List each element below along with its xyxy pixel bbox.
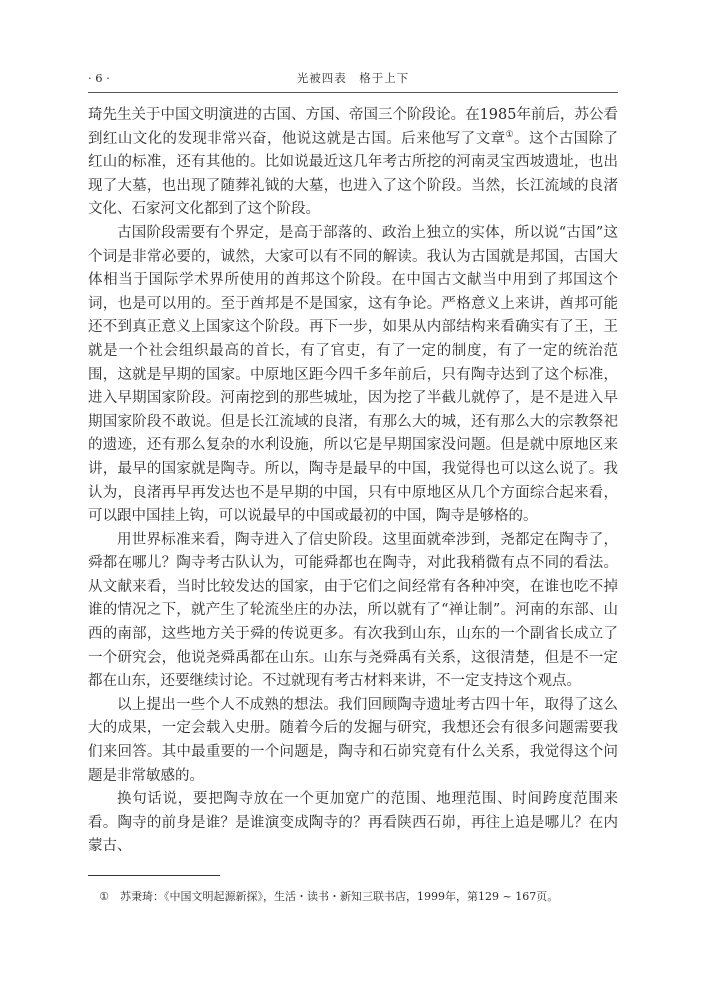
footnote-marker: ① xyxy=(99,890,109,903)
paragraph-3: 用世界标准来看，陶寺进入了信史阶段。这里面就牵涉到，尧都定在陶寺了，舜都在哪儿？陶寺考古队认为，可能舜都也在陶寺，对此我稍微有点不同的看法。从文献来看，当时比较发达的国家，由于它们之间经常有各种冲突，在谁也吃不掉谁的情况之下，就产生了轮流坐庄的办法，所以就有了“禅让制”。河南的东部、山西的南部，这些地方关于舜的传说更多。有次我到山东，山东的一个副省长成立了一个研究会，他说尧舜禹都在山东。山东与尧舜禹有关系，这很清楚，但是不一定都在山东，还要继续讨论。不过就现有考古材料来讲，不一定支持这个观点。 xyxy=(88,531,618,690)
footnote-rule xyxy=(88,875,220,876)
paragraph-1-text-before: 琦先生关于中国文明演进的古国、方国、帝国三个阶段论。在1985年前后，苏公看到红山文化的发现非常兴奋，他说这就是古国。后来他写了文章 xyxy=(88,107,618,147)
paragraph-1-text-after: 。这个古国除了红山的标准，还有其他的。比如说最近这几年考古所挖的河南灵宝西坡遗址，也出现了大墓，也出现了随葬礼钺的大墓，也进入了这个阶段。当然，长江流域的良渚文化、石家河文化都到了这个阶段。 xyxy=(88,130,619,218)
paragraph-4: 以上提出一些个人不成熟的想法。我们回顾陶寺遗址考古四十年，取得了这么大的成果，一定会载入史册。随着今后的发掘与研究，我想还会有很多问题需要我们来回答。其中最重要的一个问题是，陶寺和石峁究竟有什么关系，我觉得这个问题是非常敏感的。 xyxy=(88,696,618,784)
header-rule xyxy=(88,92,618,93)
running-title: 光被四表 格于上下 xyxy=(296,71,410,85)
body-text xyxy=(88,104,618,859)
footnote-reference[interactable]: ① xyxy=(505,129,515,140)
page-number: · 6 · xyxy=(88,71,110,85)
paragraph-5: 换句话说，要把陶寺放在一个更加宽广的范围、地理范围、时间跨度范围来看。陶寺的前身是谁？是谁演变成陶寺的？再看陕西石峁，再往上追是哪儿？在内蒙古、 xyxy=(88,791,618,855)
page-header xyxy=(88,68,618,88)
footnote-text: 苏秉琦：《中国文明起源新探》，生活・读书・新知三联书店，1999年，第129 ~ 167页。 xyxy=(120,890,559,903)
footnote xyxy=(88,888,618,906)
paragraph-1 xyxy=(88,104,618,222)
paragraph-2: 古国阶段需要有个界定，是高于部落的、政治上独立的实体，所以说“古国”这个词是非常必要的，诚然，大家可以有不同的解读。我认为古国就是邦国，古国大体相当于国际学术界所使用的酋邦这个阶段。在中国古文献当中用到了邦国这个词，也是可以用的。至于酋邦是不是国家，这有争论。严格意义上来讲，酋邦可能还不到真正意义上国家这个阶段。再下一步，如果从内部结构来看确实有了王，王就是一个社会组织最高的首长，有了官吏，有了一定的制度，有了一定的统治范围，这就是早期的国家。中原地区距今四千多年前后，只有陶寺达到了这个标准，进入早期国家阶段。河南挖到的那些城址，因为挖了半截儿就停了，是不是进入早期国家阶段不敢说。但是长江流域的良渚，有那么大的城，还有那么大的宗教祭祀的遗迹，还有那么复杂的水利设施，所以它是早期国家没问题。但是就中原地区来讲，最早的国家就是陶寺。所以，陶寺是最早的中国，我觉得也可以这么说了。我认为，良渚再早再发达也不是早期的中国，只有中原地区从几个方面综合起来看，可以跟中国挂上钩，可以说最早的中国或最初的中国，陶寺是够格的。 xyxy=(88,224,618,525)
